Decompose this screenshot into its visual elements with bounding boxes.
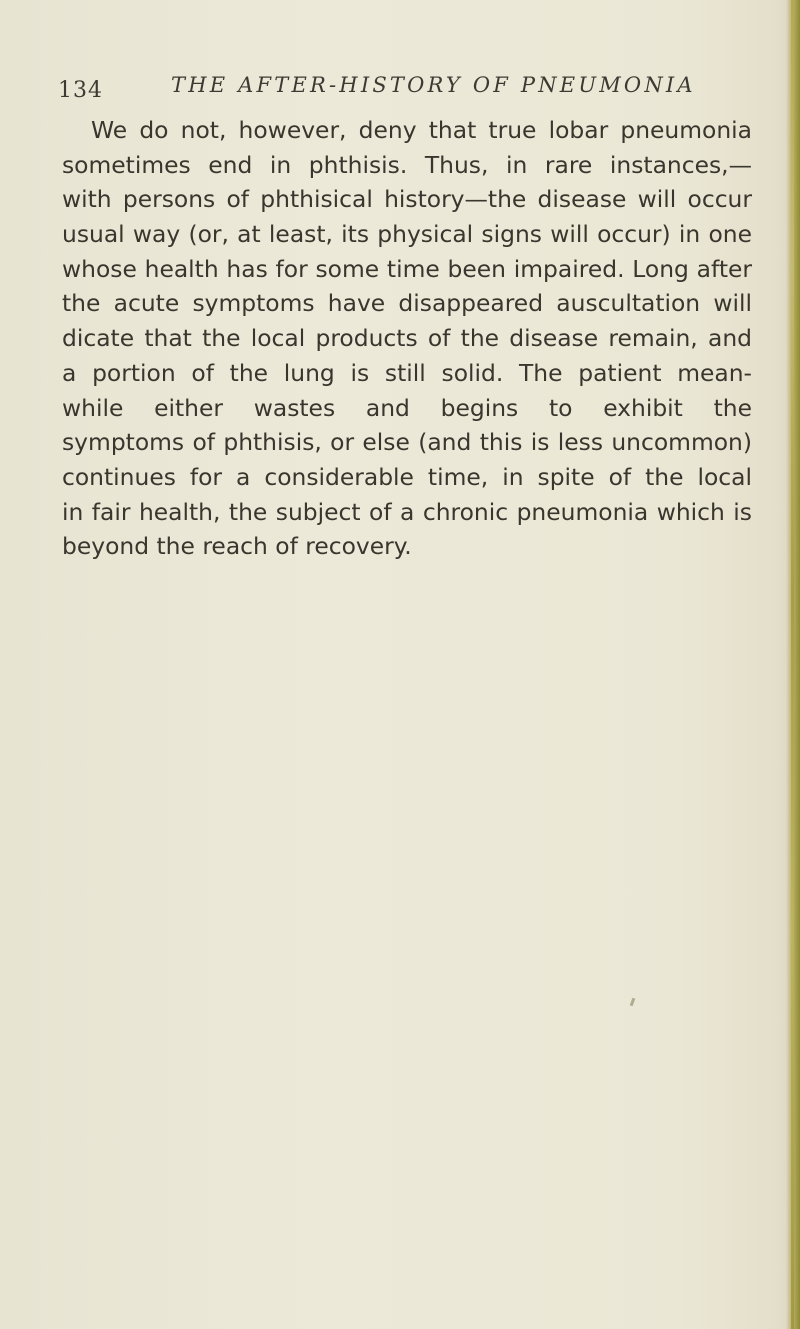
- running-head: [58, 70, 758, 110]
- text-line: We do not, however, deny that true lobar pneumonia: [91, 116, 752, 144]
- text-line: symptoms of phthisis, or else (and this is less uncommon): [62, 428, 752, 457]
- text-line: usual way (or, at least, its physical signs will occur) in one: [62, 220, 752, 249]
- paper-speck: [630, 998, 636, 1007]
- text-line: a portion of the lung is still solid. The patient mean-: [62, 358, 752, 387]
- page-number: 134: [58, 78, 103, 103]
- running-title: THE AFTER-HISTORY OF PNEUMONIA: [171, 73, 696, 97]
- text-line: while either wastes and begins to exhibit the: [62, 393, 752, 422]
- text-line: the acute symptoms have disappeared auscultation will: [62, 289, 752, 318]
- text-line: sometimes end in phthisis. Thus, in rare instances,—: [62, 150, 752, 179]
- text-line-last: beyond the reach of recovery.: [62, 532, 412, 561]
- text-line: continues for a considerable time, in spite of the local: [62, 462, 752, 491]
- text-line: dicate that the local products of the disease remain, and: [62, 324, 752, 353]
- text-line: in fair health, the subject of a chronic pneumonia which is: [62, 497, 752, 526]
- page-edge-line: [791, 0, 794, 1329]
- text-line: with persons of phthisical history—the disease will occur: [62, 185, 752, 214]
- text-line: whose health has for some time been impaired. Long after: [62, 254, 752, 283]
- paragraph: [62, 113, 752, 564]
